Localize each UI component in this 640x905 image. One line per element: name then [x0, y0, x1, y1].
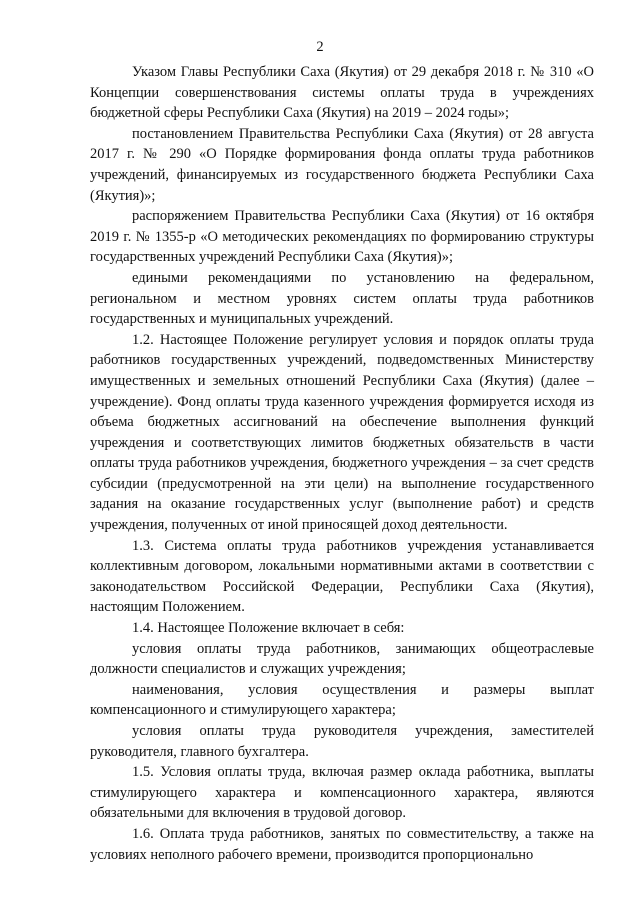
- paragraph-order-1355: распоряжением Правительства Республики Саха (Якутия) от 16 октября 2019 г. № 1355-р «О методических рекомендациях по формированию структуры государственных учреждений Республики Саха (Якутия)»;: [90, 208, 594, 266]
- list-item-management-pay: условия оплаты труда руководителя учреждения, заместителей руководителя, главного бухгалтера.: [90, 723, 594, 760]
- paragraph-clause-1-3: 1.3. Система оплаты труда работников учреждения устанавливается коллективным договором, локальными нормативными актами в соответствии с законодательством Российской Федерации, Республики Саха (Якутия), настоящим Положением.: [90, 537, 594, 616]
- document-body: [90, 62, 594, 865]
- paragraph-clause-1-4: 1.4. Настоящее Положение включает в себя:: [132, 620, 405, 637]
- list-item-general-positions: условия оплаты труда работников, занимающих общеотраслевые должности специалистов и служащих учреждения;: [90, 640, 594, 678]
- page-number: 2: [316, 39, 324, 55]
- list-item-compensation-payments: наименования, условия осуществления и размеры выплат компенсационного и стимулирующего характера;: [90, 681, 594, 719]
- paragraph-clause-1-2: 1.2. Настоящее Положение регулирует условия и порядок оплаты труда работников государственных учреждений, подведомственных Министерству имущественных и земельных отношений Республики Саха (Якутия) (далее – учреждение). Фонд оплаты труда казенного учреждения формируется исходя из объема бюджетных ассигнований на обеспечение выполнения функций учреждения и соответствующих лимитов бюджетных обязательств в части оплаты труда работников учреждения, бюджетного учреждения – за счет средств субсидии (предусмотренной на эти цели) на выполнение государственного задания на оказание государственных услуг (выполнение работ) и средств учреждения, полученных от иной приносящей доход деятельности.: [90, 331, 594, 534]
- paragraph-resolution-290: постановлением Правительства Республики Саха (Якутия) от 28 августа 2017 г. № 290 «О Порядке формирования фонда оплаты труда работников учреждений, финансируемых из государственного бюджета Республики Саха (Якутия)»;: [90, 125, 594, 204]
- paragraph-clause-1-6: 1.6. Оплата труда работников, занятых по совместительству, а также на условиях неполного рабочего времени, производится пропорционально: [90, 825, 594, 863]
- paragraph-decree-310: Указом Главы Республики Саха (Якутия) от 29 декабря 2018 г. № 310 «О Концепции совершенствования системы оплаты труда в учреждениях бюджетной сферы Республики Саха (Якутия) на 2019 – 2024 годы»;: [90, 64, 594, 122]
- paragraph-clause-1-5: 1.5. Условия оплаты труда, включая размер оклада работника, выплаты стимулирующего характера и компенсационного характера, являются обязательными для включения в трудовой договор.: [90, 764, 594, 822]
- paragraph-unified-recommendations: едиными рекомендациями по установлению на федеральном, региональном и местном уровнях систем оплаты труда работников государственных и муниципальных учреждений.: [90, 269, 594, 328]
